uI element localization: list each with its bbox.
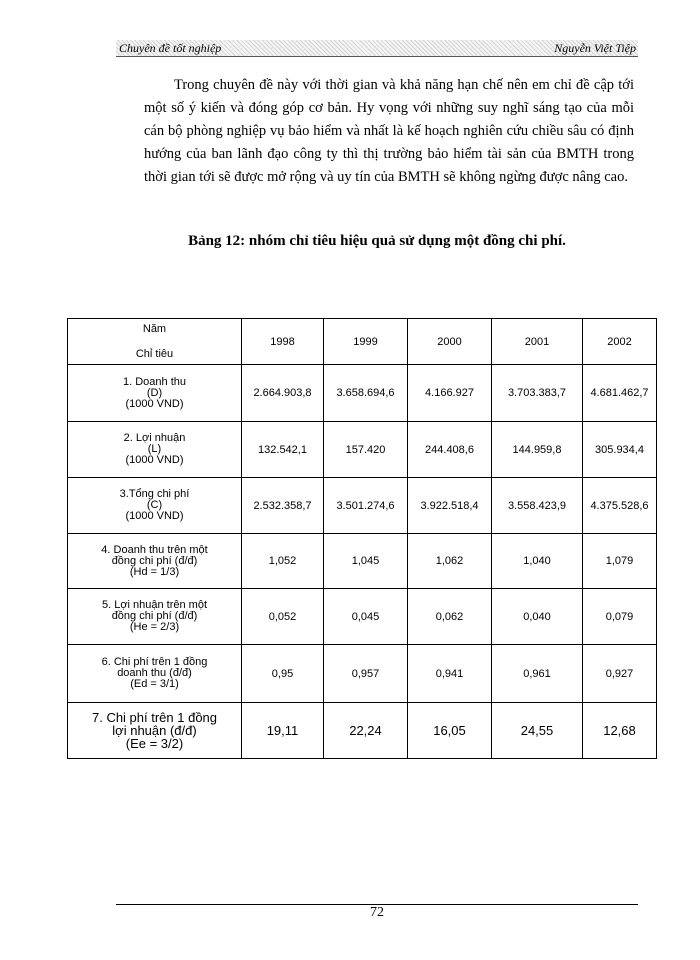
row-label	[68, 534, 242, 589]
table-cell: 3.658.694,6	[324, 365, 408, 422]
label-line: lợi nhuận (đ/đ)	[112, 723, 197, 738]
table-cell: 2.664.903,8	[242, 365, 324, 422]
table-cell: 0,927	[583, 645, 657, 703]
label-line: (Ee = 3/2)	[125, 736, 184, 751]
body-paragraph	[144, 74, 634, 189]
row-label	[68, 478, 242, 534]
label-line: 5. Lợi nhuận trên một	[101, 599, 208, 611]
table-cell: 4.681.462,7	[583, 365, 657, 422]
table-cell: 1,040	[492, 534, 583, 589]
table-cell: 1,079	[583, 534, 657, 589]
table-row	[68, 589, 657, 645]
table-row	[68, 365, 657, 422]
label-line: (Ed = 3/1)	[130, 678, 179, 690]
corner-year-label: Năm	[142, 323, 167, 335]
corner-cell	[68, 319, 242, 365]
label-line: (1000 VND)	[125, 510, 184, 522]
table-cell: 2.532.358,7	[242, 478, 324, 534]
label-line: 1. Doanh thu	[123, 375, 186, 388]
table-row	[68, 478, 657, 534]
label-line: doanh thu (đ/đ)	[117, 667, 192, 679]
table-cell: 1,062	[408, 534, 492, 589]
label-line: (Hd = 1/3)	[129, 565, 180, 578]
label-line: (D)	[146, 386, 163, 399]
header-title: Chuyên đề tốt nghiệp	[119, 41, 222, 55]
year-header: 2002	[583, 319, 657, 365]
row-label	[68, 645, 242, 703]
year-header: 1998	[242, 319, 324, 365]
table-cell: 19,11	[242, 703, 324, 759]
label-line: 2. Lợi nhuận	[123, 432, 186, 444]
table-cell: 0,941	[408, 645, 492, 703]
table-cell: 3.922.518,4	[408, 478, 492, 534]
table-cell: 0,045	[324, 589, 408, 645]
table-cell: 132.542,1	[242, 422, 324, 478]
label-line: (C)	[146, 499, 163, 511]
table-cell: 0,957	[324, 645, 408, 703]
table-cell: 1,052	[242, 534, 324, 589]
table-header-row	[68, 319, 657, 365]
table-cell: 16,05	[408, 703, 492, 759]
row-label	[68, 703, 242, 759]
table-cell: 1,045	[324, 534, 408, 589]
year-header: 2000	[408, 319, 492, 365]
table-cell: 24,55	[492, 703, 583, 759]
label-line: đồng chi phí (đ/đ)	[111, 554, 198, 567]
table-row	[68, 422, 657, 478]
table-row	[68, 703, 657, 759]
label-line: 7. Chi phí trên 1 đồng	[91, 710, 218, 725]
efficiency-table	[67, 318, 657, 759]
corner-indicator-label: Chỉ tiêu	[135, 348, 174, 360]
row-label	[68, 422, 242, 478]
label-line: (He = 2/3)	[129, 621, 180, 633]
table-cell: 3.703.383,7	[492, 365, 583, 422]
row-label	[68, 365, 242, 422]
table-cell: 12,68	[583, 703, 657, 759]
label-line: (1000 VND)	[125, 454, 184, 466]
page-number: 72	[370, 905, 384, 920]
label-line: 6. Chi phí trên 1 đồng	[101, 656, 208, 668]
label-line: đồng chi phí (đ/đ)	[111, 610, 198, 622]
table-cell: 3.501.274,6	[324, 478, 408, 534]
table-row	[68, 534, 657, 589]
table-cell: 0,062	[408, 589, 492, 645]
label-line: (1000 VND)	[125, 397, 184, 410]
table-cell: 0,961	[492, 645, 583, 703]
table-cell: 0,040	[492, 589, 583, 645]
label-line: (L)	[147, 443, 162, 455]
table-cell: 0,052	[242, 589, 324, 645]
table-cell: 22,24	[324, 703, 408, 759]
table-cell: 0,95	[242, 645, 324, 703]
table-cell: 305.934,4	[583, 422, 657, 478]
table-cell: 144.959,8	[492, 422, 583, 478]
table-cell: 4.375.528,6	[583, 478, 657, 534]
table-cell: 3.558.423,9	[492, 478, 583, 534]
row-label	[68, 589, 242, 645]
table-cell: 0,079	[583, 589, 657, 645]
year-header: 1999	[324, 319, 408, 365]
table-cell: 4.166.927	[408, 365, 492, 422]
label-line: 3.Tổng chi phí	[119, 488, 190, 500]
table-caption: Bảng 12: nhóm chỉ tiêu hiệu quả sử dụng một đồng chi phí.	[188, 233, 566, 249]
paragraph-text: Trong chuyên đề này với thời gian và khả năng hạn chế nên em chỉ đề cập tới một số ý kiến và đóng góp cơ bản. Hy vọng với những suy nghĩ sáng tạo của mỗi cán bộ phòng nghiệp vụ bảo hiểm và nhất là kế hoạch nghiên cứu chiều sâu có định hướng của ban lãnh đạo công ty thì thị trường bảo hiểm tài sản của BMTH trong thời gian tới sẽ được mở rộng và uy tín của BMTH sẽ không ngừng được nâng cao.	[144, 77, 634, 185]
label-line: 4. Doanh thu trên một	[101, 543, 208, 556]
table-cell: 244.408,6	[408, 422, 492, 478]
header-author: Nguyễn Việt Tiệp	[554, 41, 636, 55]
table-row	[68, 645, 657, 703]
table-cell: 157.420	[324, 422, 408, 478]
year-header: 2001	[492, 319, 583, 365]
